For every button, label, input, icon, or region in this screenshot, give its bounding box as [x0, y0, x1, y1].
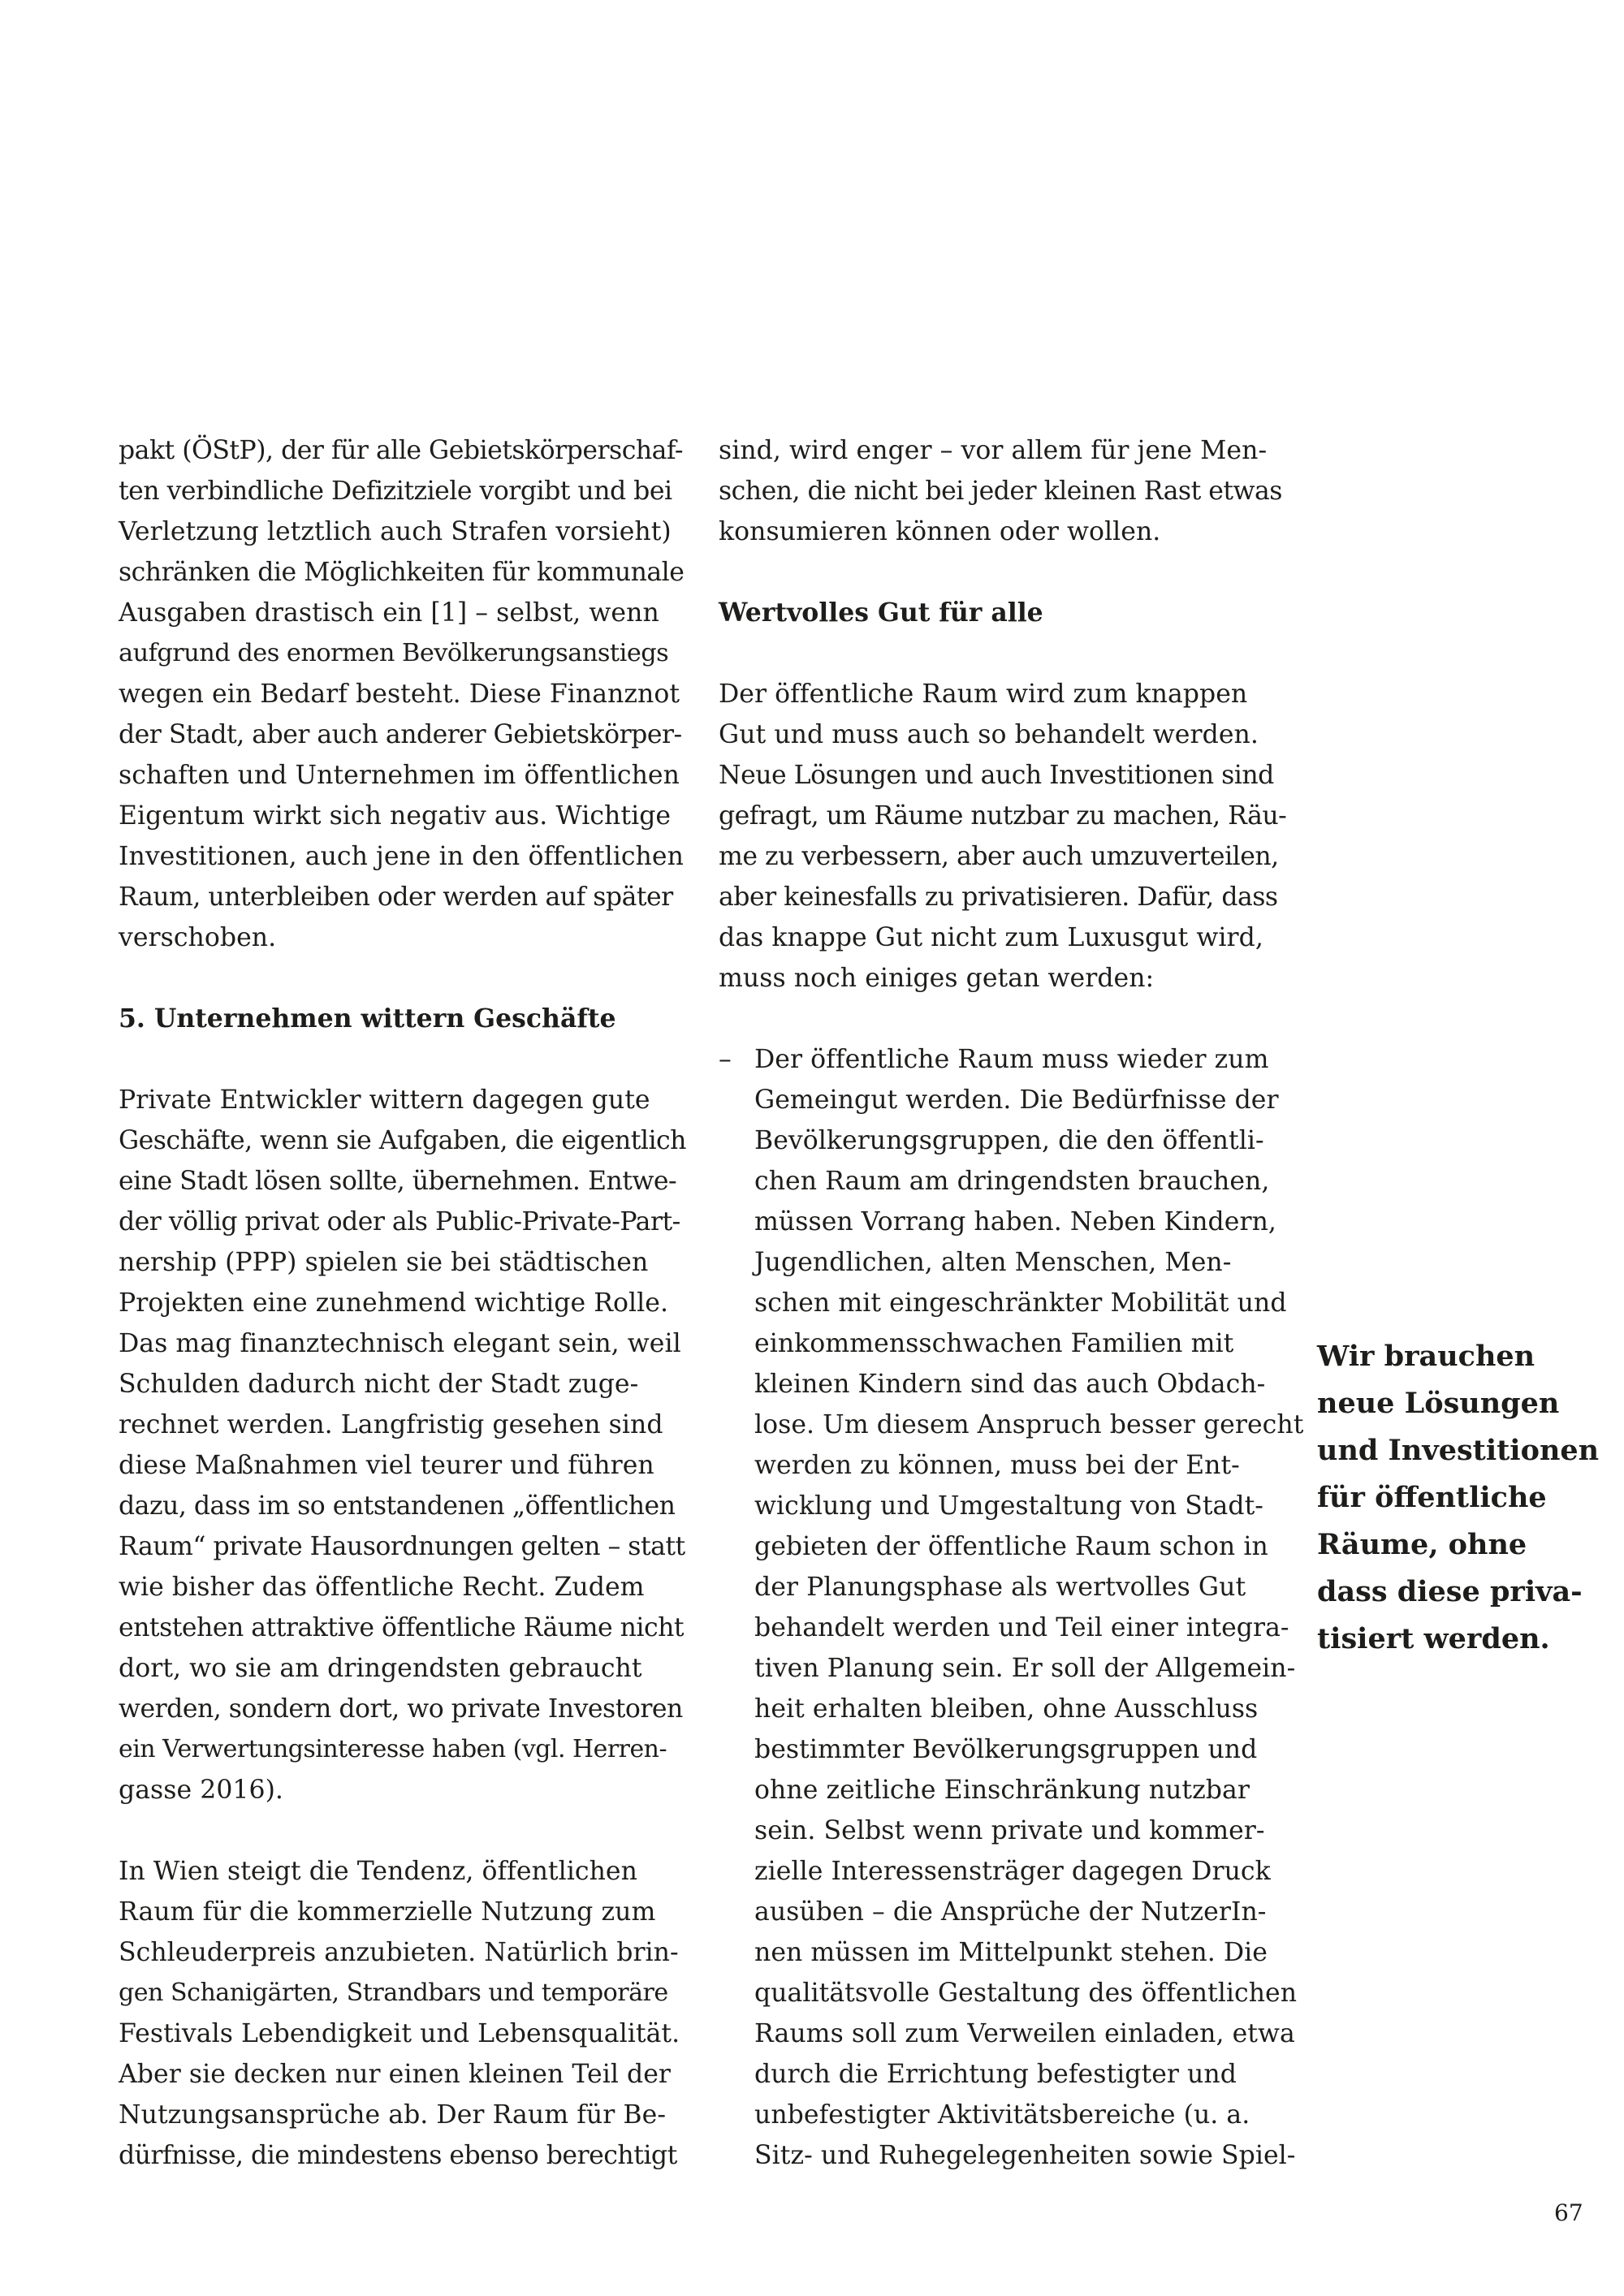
- text-line: Festivals Lebendigkeit und Lebensqualität.: [119, 2019, 680, 2048]
- text-line: schen, die nicht bei jeder kleinen Rast etwas: [719, 477, 1282, 506]
- text-line: schränken die Möglichkeiten für kommunale: [119, 558, 685, 587]
- section-heading-wertvolles-gut: Wertvolles Gut für alle: [719, 598, 1043, 628]
- pull-quote-line: Räume, ohne: [1317, 1528, 1527, 1561]
- text-line: Neue Lösungen und auch Investitionen sind: [719, 761, 1274, 790]
- text-line: wegen ein Bedarf besteht. Diese Finanznot: [119, 680, 680, 709]
- text-line: Raum“ private Hausordnungen gelten – statt: [119, 1532, 685, 1561]
- text-line: bestimmter Bevölkerungsgruppen und: [754, 1735, 1258, 1764]
- paragraph-gap: [119, 1039, 687, 1080]
- text-line: In Wien steigt die Tendenz, öffentlichen: [119, 1857, 637, 1886]
- text-line: der Planungsphase als wertvolles Gut: [754, 1573, 1246, 1602]
- text-line: behandelt werden und Teil einer integra-: [754, 1613, 1289, 1642]
- text-line: gen Schanigärten, Strandbars und temporäre: [119, 1979, 668, 2007]
- left-paragraph-2: [119, 1080, 687, 1810]
- text-line: tiven Planung sein. Er soll der Allgemein-: [754, 1654, 1296, 1683]
- paragraph-gap: [719, 999, 1287, 1039]
- pull-quote-line: dass diese priva-: [1317, 1575, 1583, 1608]
- text-line: Private Entwickler wittern dagegen gute: [119, 1085, 650, 1115]
- bullet-item: [719, 1039, 1304, 2176]
- text-line: Gut und muss auch so behandelt werden.: [719, 720, 1259, 749]
- text-line: gefragt, um Räume nutzbar zu machen, Räu-: [719, 801, 1287, 831]
- right-paragraph-2: [719, 674, 1287, 999]
- text-line: chen Raum am dringendsten brauchen,: [754, 1167, 1270, 1196]
- right-paragraph-1: [719, 430, 1287, 552]
- paragraph-gap: [119, 1810, 687, 1851]
- pull-quote-line: Wir brauchen: [1317, 1340, 1535, 1373]
- text-line: wie bisher das öffentliche Recht. Zudem: [119, 1573, 645, 1602]
- text-line: eine Stadt lösen sollte, übernehmen. Entwe-: [119, 1167, 677, 1196]
- text-line: gebieten der öffentliche Raum schon in: [754, 1532, 1268, 1561]
- text-line: Aber sie decken nur einen kleinen Teil der: [119, 2060, 672, 2089]
- pull-quote-line: neue Lösungen: [1317, 1387, 1560, 1420]
- text-line: Bevölkerungsgruppen, die den öffentli-: [754, 1126, 1264, 1155]
- text-line: heit erhalten bleiben, ohne Ausschluss: [754, 1694, 1259, 1724]
- text-line: sind, wird enger – vor allem für jene Men-: [719, 436, 1268, 465]
- text-line: ausüben – die Ansprüche der NutzerIn-: [754, 1897, 1267, 1927]
- text-line: me zu verbessern, aber auch umzuverteilen,: [719, 842, 1279, 871]
- text-line: kleinen Kindern sind das auch Obdach-: [754, 1370, 1266, 1399]
- text-line: müssen Vorrang haben. Neben Kindern,: [754, 1207, 1276, 1236]
- text-line: aber keinesfalls zu privatisieren. Dafür, dass: [719, 883, 1278, 912]
- left-paragraph-3: [119, 1851, 687, 2176]
- text-line: ten verbindliche Defizitziele vorgibt und bei: [119, 477, 672, 506]
- paragraph-gap: [719, 552, 1287, 593]
- text-line: schaften und Unternehmen im öffentlichen: [119, 761, 680, 790]
- text-line: dort, wo sie am dringendsten gebraucht: [119, 1654, 642, 1683]
- text-line: diese Maßnahmen viel teurer und führen: [119, 1451, 654, 1480]
- text-line: wicklung und Umgestaltung von Stadt-: [754, 1491, 1264, 1521]
- text-line: der völlig privat oder als Public-Private-Part-: [119, 1207, 680, 1236]
- text-line: Investitionen, auch jene in den öffentlichen: [119, 842, 684, 871]
- text-line: werden zu können, muss bei der Ent-: [754, 1451, 1240, 1480]
- text-line: nen müssen im Mittelpunkt stehen. Die: [754, 1938, 1268, 1967]
- left-column: [119, 430, 687, 2176]
- text-line: gasse 2016).: [119, 1776, 283, 1805]
- section-heading-unternehmen: 5. Unternehmen wittern Geschäfte: [119, 1003, 616, 1034]
- text-line: dürfnisse, die mindestens ebenso berechtigt: [119, 2141, 677, 2170]
- text-line: durch die Errichtung befestigter und: [754, 2060, 1237, 2089]
- text-line: rechnet werden. Langfristig gesehen sind: [119, 1410, 663, 1439]
- paragraph-gap: [119, 958, 687, 999]
- text-line: ein Verwertungsinteresse haben (vgl. Herren-: [119, 1735, 667, 1763]
- text-line: Nutzungsansprüche ab. Der Raum für Be-: [119, 2100, 667, 2130]
- page-number: 67: [1554, 2199, 1583, 2226]
- paragraph-gap: [719, 633, 1287, 674]
- text-line: pakt (ÖStP), der für alle Gebietskörperschaf-: [119, 436, 684, 465]
- pull-quote-line: für öffentliche: [1317, 1481, 1547, 1514]
- text-line: unbefestigter Aktivitätsbereiche (u. a.: [754, 2100, 1250, 2130]
- text-line: lose. Um diesem Anspruch besser gerecht: [754, 1410, 1304, 1439]
- text-line: zielle Interessensträger dagegen Druck: [754, 1857, 1271, 1886]
- dash-bullet-icon: –: [719, 1045, 732, 1074]
- text-line: muss noch einiges getan werden:: [719, 964, 1155, 993]
- text-line: Raums soll zum Verweilen einladen, etwa: [754, 2019, 1295, 2048]
- text-line: Raum für die kommerzielle Nutzung zum: [119, 1897, 656, 1927]
- text-line: Das mag finanztechnisch elegant sein, weil: [119, 1329, 681, 1358]
- text-line: nership (PPP) spielen sie bei städtischen: [119, 1248, 649, 1277]
- pull-quote: [1317, 1333, 1609, 1663]
- text-line: Der öffentliche Raum muss wieder zum: [754, 1045, 1269, 1074]
- pull-quote-line: tisiert werden.: [1317, 1622, 1550, 1655]
- text-line: Jugendlichen, alten Menschen, Men-: [754, 1248, 1232, 1277]
- text-line: Schulden dadurch nicht der Stadt zuge-: [119, 1370, 639, 1399]
- text-line: Ausgaben drastisch ein [1] – selbst, wenn: [119, 598, 659, 628]
- pull-quote-line: und Investitionen: [1317, 1434, 1600, 1467]
- text-line: entstehen attraktive öffentliche Räume nicht: [119, 1613, 685, 1642]
- text-line: Schleuderpreis anzubieten. Natürlich brin-: [119, 1938, 679, 1967]
- text-line: konsumieren können oder wollen.: [719, 517, 1161, 546]
- text-line: Gemeingut werden. Die Bedürfnisse der: [754, 1085, 1279, 1115]
- text-line: verschoben.: [119, 923, 277, 952]
- text-line: aufgrund des enormen Bevölkerungsanstiegs: [119, 639, 669, 667]
- text-line: der Stadt, aber auch anderer Gebietskörper-: [119, 720, 682, 749]
- text-line: Sitz- und Ruhegelegenheiten sowie Spiel-: [754, 2141, 1296, 2170]
- left-paragraph-1: [119, 430, 687, 958]
- text-line: sein. Selbst wenn private und kommer-: [754, 1816, 1265, 1845]
- text-line: werden, sondern dort, wo private Investoren: [119, 1694, 683, 1724]
- text-line: ohne zeitliche Einschränkung nutzbar: [754, 1776, 1250, 1805]
- text-line: Raum, unterbleiben oder werden auf später: [119, 883, 673, 912]
- text-line: Geschäfte, wenn sie Aufgaben, die eigentlich: [119, 1126, 686, 1155]
- text-line: Der öffentliche Raum wird zum knappen: [719, 680, 1248, 709]
- text-line: qualitätsvolle Gestaltung des öffentlichen: [754, 1979, 1298, 2008]
- text-line: Eigentum wirkt sich negativ aus. Wichtige: [119, 801, 672, 831]
- right-column: [719, 430, 1304, 2176]
- text-line: Verletzung letztlich auch Strafen vorsieht): [119, 517, 672, 546]
- text-line: das knappe Gut nicht zum Luxusgut wird,: [719, 923, 1263, 952]
- text-line: schen mit eingeschränkter Mobilität und: [754, 1288, 1287, 1318]
- text-line: einkommensschwachen Familien mit: [754, 1329, 1234, 1358]
- text-line: Projekten eine zunehmend wichtige Rolle.: [119, 1288, 669, 1318]
- text-line: dazu, dass im so entstandenen „öffentlichen: [119, 1491, 676, 1521]
